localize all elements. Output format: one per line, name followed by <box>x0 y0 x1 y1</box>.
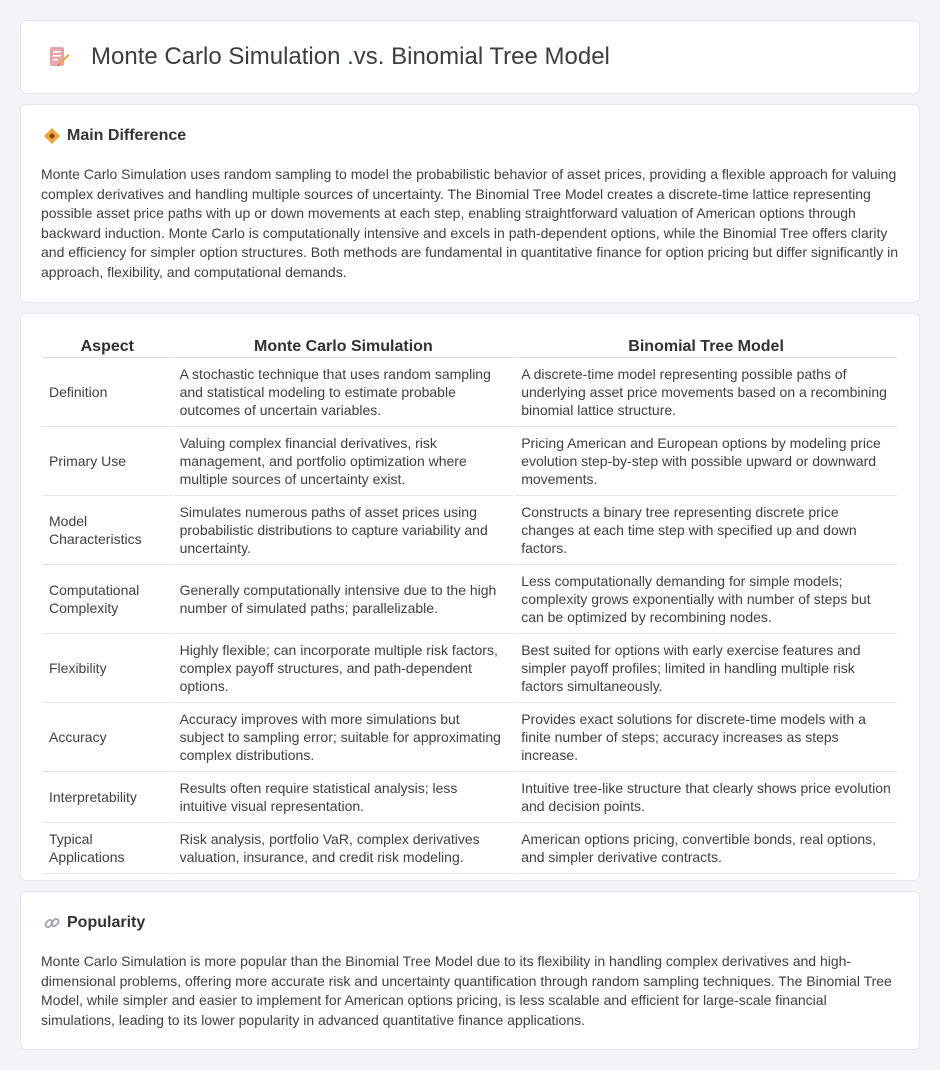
column-header-aspect: Aspect <box>43 334 172 358</box>
popularity-title: Popularity <box>67 914 146 931</box>
binomial-tree-cell: Best suited for options with early exercise features and simpler payoff profiles; limited in handling multiple risk factors simultaneously. <box>515 634 897 703</box>
table-row <box>43 772 897 823</box>
aspect-cell: Accuracy <box>43 703 172 772</box>
main-difference-section <box>20 104 920 303</box>
column-header-binomial-tree: Binomial Tree Model <box>515 334 897 358</box>
aspect-cell: Typical Applications <box>43 823 172 874</box>
monte-carlo-cell: Results often require statistical analysis; less intuitive visual representation. <box>174 772 514 823</box>
table-row <box>43 703 897 772</box>
aspect-cell: Primary Use <box>43 427 172 496</box>
binomial-tree-cell: Pricing American and European options by modeling price evolution step-by-step with possible upward or downward movements. <box>515 427 897 496</box>
aspect-cell: Definition <box>43 358 172 427</box>
binomial-tree-cell: Less computationally demanding for simple models; complexity grows exponentially with number of steps but can be optimized by recombining nodes. <box>515 565 897 634</box>
table-row <box>43 823 897 874</box>
page-title: Monte Carlo Simulation .vs. Binomial Tree Model <box>91 43 610 70</box>
comparison-table <box>41 334 899 874</box>
monte-carlo-cell: Generally computationally intensive due to the high number of simulated paths; parallelizable. <box>174 565 514 634</box>
popularity-text: Monte Carlo Simulation is more popular than the Binomial Tree Model due to its flexibility in handling complex derivatives and high-dimensional problems, offering more accurate risk and uncertainty quantification through random sampling techniques. The Binomial Tree Model, while simpler and easier to implement for American options pricing, is less scalable and efficient for large-scale financial simulations, leading to its lower popularity in advanced quantitative finance applications. <box>41 953 892 1028</box>
binomial-tree-cell: Constructs a binary tree representing discrete price changes at each time step with specified up and down factors. <box>515 496 897 565</box>
link-icon <box>43 914 61 932</box>
diamond-sign-icon <box>43 127 61 145</box>
table-header-row <box>43 334 897 358</box>
column-header-monte-carlo: Monte Carlo Simulation <box>174 334 514 358</box>
main-difference-title: Main Difference <box>67 127 187 144</box>
monte-carlo-cell: Valuing complex financial derivatives, risk management, and portfolio optimization where multiple sources of uncertainty exist. <box>174 427 514 496</box>
table-row <box>43 358 897 427</box>
monte-carlo-cell: A stochastic technique that uses random sampling and statistical modeling to estimate probable outcomes of uncertain variables. <box>174 358 514 427</box>
aspect-cell: Model Characteristics <box>43 496 172 565</box>
table-row <box>43 427 897 496</box>
table-row <box>43 496 897 565</box>
aspect-cell: Flexibility <box>43 634 172 703</box>
table-row <box>43 565 897 634</box>
monte-carlo-cell: Risk analysis, portfolio VaR, complex derivatives valuation, insurance, and credit risk modeling. <box>174 823 514 874</box>
monte-carlo-cell: Simulates numerous paths of asset prices using probabilistic distributions to capture variability and uncertainty. <box>174 496 514 565</box>
comparison-section <box>20 313 920 881</box>
document-pencil-icon <box>47 45 71 69</box>
monte-carlo-cell: Accuracy improves with more simulations but subject to sampling error; suitable for approximating complex distributions. <box>174 703 514 772</box>
aspect-cell: Computational Complexity <box>43 565 172 634</box>
binomial-tree-cell: Provides exact solutions for discrete-time models with a finite number of steps; accuracy increases as steps increase. <box>515 703 897 772</box>
binomial-tree-cell: American options pricing, convertible bonds, real options, and simpler derivative contracts. <box>515 823 897 874</box>
table-row <box>43 634 897 703</box>
main-difference-text: Monte Carlo Simulation uses random sampling to model the probabilistic behavior of asset prices, providing a flexible approach for valuing complex derivatives and handling multiple sources of uncertainty. The Binomial Tree Model creates a discrete-time lattice representing possible asset price paths with up or down movements at each step, enabling straightforward valuation of American options through backward induction. Monte Carlo is computationally intensive and excels in path-dependent options, while the Binomial Tree offers clarity and efficiency for simpler option structures. Both methods are fundamental in quantitative finance for option pricing but differ significantly in approach, flexibility, and computational demands. <box>41 166 899 280</box>
popularity-section <box>20 891 920 1050</box>
monte-carlo-cell: Highly flexible; can incorporate multiple risk factors, complex payoff structures, and path-dependent options. <box>174 634 514 703</box>
binomial-tree-cell: Intuitive tree-like structure that clearly shows price evolution and decision points. <box>515 772 897 823</box>
binomial-tree-cell: A discrete-time model representing possible paths of underlying asset price movements based on a recombining binomial lattice structure. <box>515 358 897 427</box>
aspect-cell: Interpretability <box>43 772 172 823</box>
header-card <box>20 20 920 94</box>
